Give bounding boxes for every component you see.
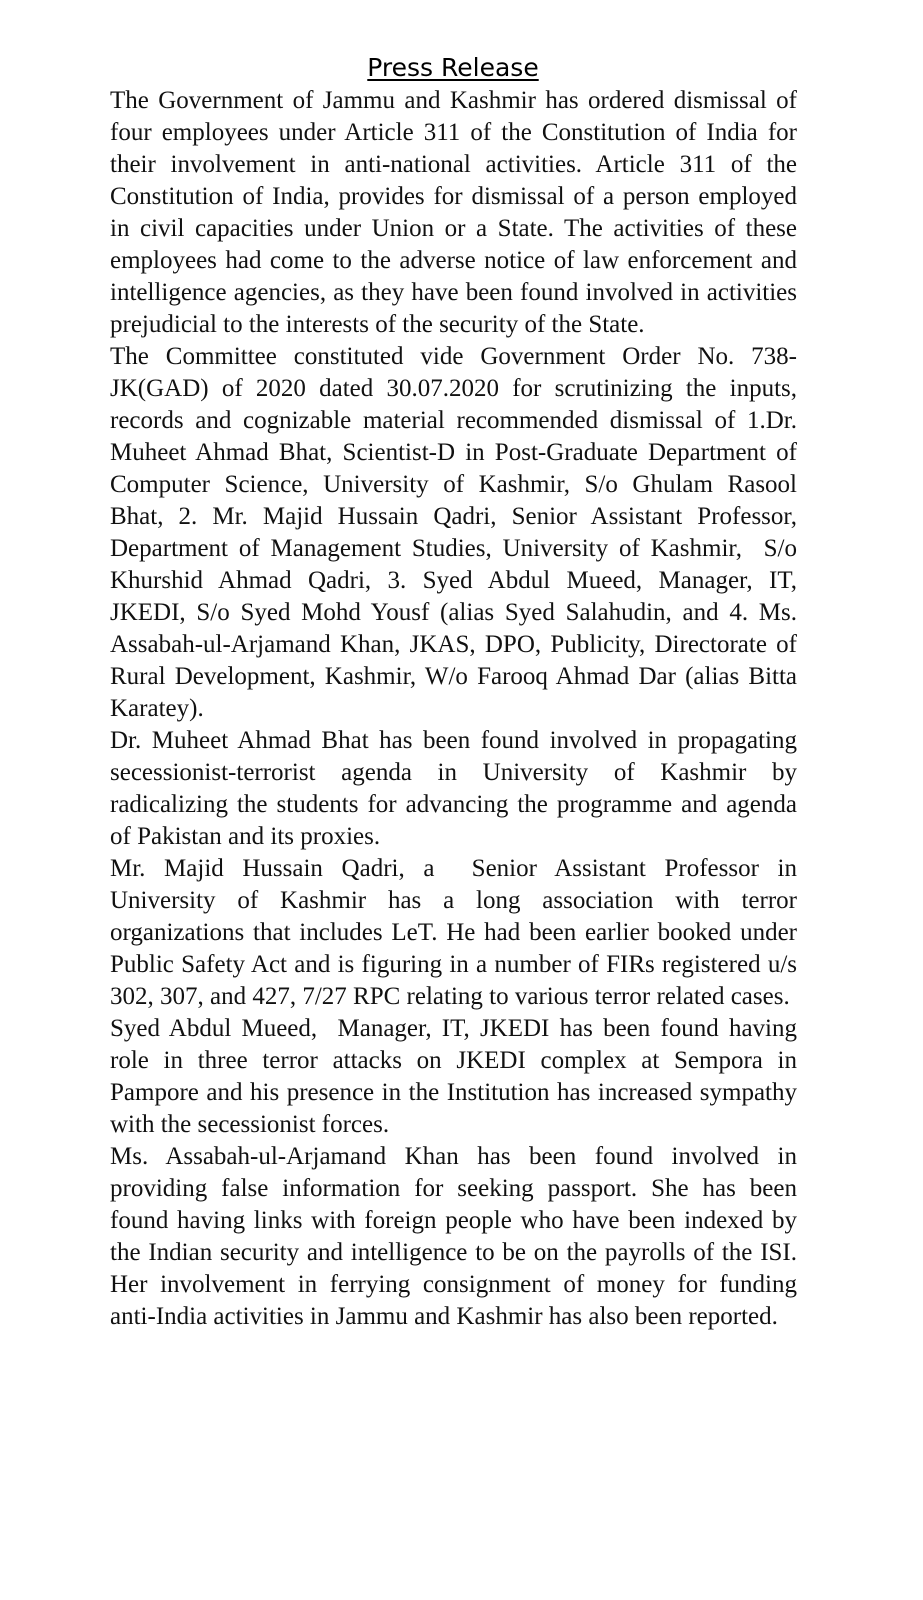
document-title: Press Release bbox=[367, 53, 539, 82]
paragraph-committee-recommendation: The Committee constituted vide Government Order No. 738-JK(GAD) of 2020 dated 30.07.2020 for scrutinizing the inputs, records and cognizable material recommended dismissal of 1.Dr. Muheet Ahmad Bhat, Scientist-D in Post-Graduate Department of Computer Science, University of Kashmir, S/o Ghulam Rasool Bhat, 2. Mr. Majid Hussain Qadri, Senior Assistant Professor, Department of Management Studies, University of Kashmir, S/o Khurshid Ahmad Qadri, 3. Syed Abdul Mueed, Manager, IT, JKEDI, S/o Syed Mohd Yousf (alias Syed Salahudin, and 4. Ms. Assabah-ul-Arjamand Khan, JKAS, DPO, Publicity, Directorate of Rural Development, Kashmir, W/o Farooq Ahmad Dar (alias Bitta Karatey). bbox=[110, 343, 804, 722]
paragraph-muheet-bhat: Dr. Muheet Ahmad Bhat has been found involved in propagating secessionist-terrorist agenda in University of Kashmir by radicalizing the students for advancing the programme and agenda of Pakistan and its proxies. bbox=[110, 727, 804, 850]
paragraph-dismissal-order: The Government of Jammu and Kashmir has ordered dismissal of four employees under Article 311 of the Constitution of India for their involvement in anti-national activities. Article 311 of the Constitution of India, provides for dismissal of a person employed in civil capacities under Union or a State. The activities of these employees had come to the adverse notice of law enforcement and intelligence agencies, as they have been found involved in activities prejudicial to the interests of the security of the State. bbox=[110, 87, 804, 338]
paragraph-assabah-khan: Ms. Assabah-ul-Arjamand Khan has been found involved in providing false information for seeking passport. She has been found having links with foreign people who have been indexed by the Indian security and intelligence to be on the payrolls of the ISI. Her involvement in ferrying consignment of money for funding anti-India activities in Jammu and Kashmir has also been reported. bbox=[110, 1143, 804, 1330]
document-body bbox=[110, 85, 804, 1333]
paragraph-majid-qadri: Mr. Majid Hussain Qadri, a Senior Assistant Professor in University of Kashmir has a long association with terror organizations that includes LeT. He had been earlier booked under Public Safety Act and is figuring in a number of FIRs registered u/s 302, 307, and 427, 7/27 RPC relating to various terror related cases. bbox=[110, 855, 804, 1010]
paragraph-abdul-mueed: Syed Abdul Mueed, Manager, IT, JKEDI has been found having role in three terror attacks on JKEDI complex at Sempora in Pampore and his presence in the Institution has increased sympathy with the secessionist forces. bbox=[110, 1015, 804, 1138]
